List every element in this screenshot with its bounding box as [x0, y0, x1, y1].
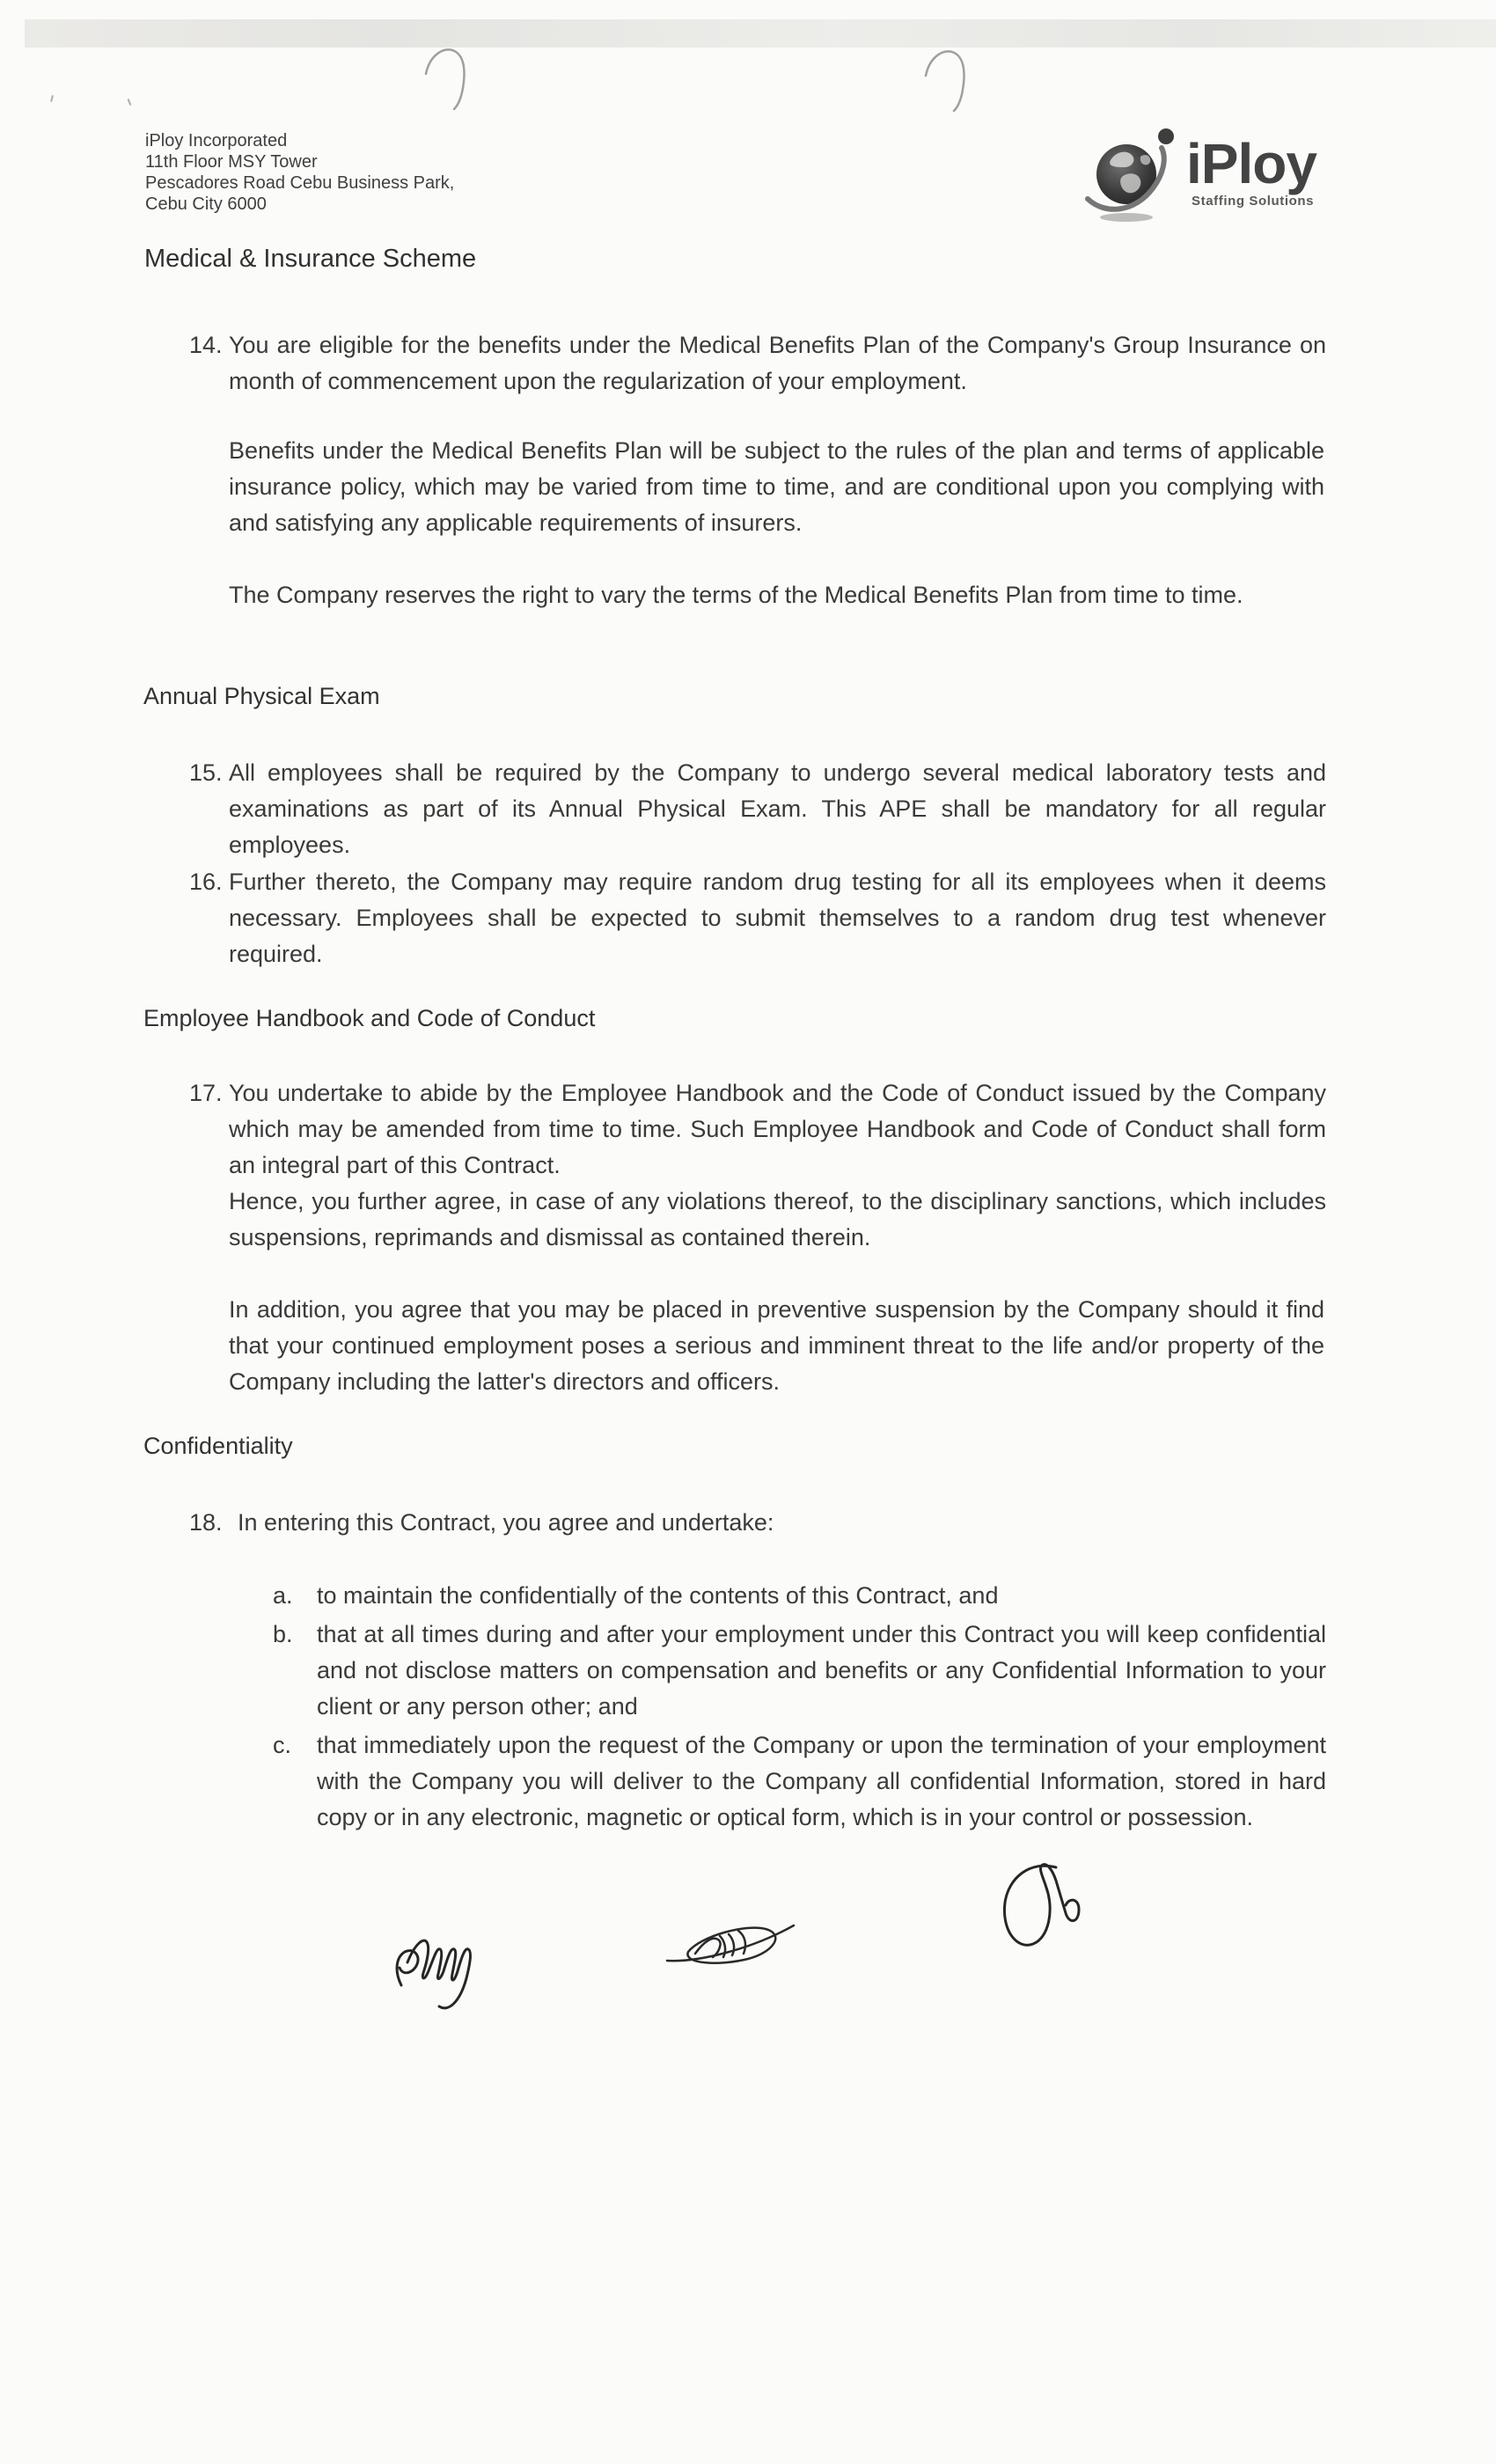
subitem-text: that at all times during and after your employment under this Contract you will keep confidential and not disclose matters on compensation and benefits or any Confidential Information to your client or any person other; and — [317, 1621, 1326, 1720]
subitem-label: a. — [273, 1582, 293, 1609]
subitem-text: that immediately upon the request of the Company or upon the termination of your employment with the Company you will deliver to the Company all confidential Information, stored in hard copy or in any electronic, magnetic or optical form, which is in your control or possession. — [317, 1732, 1326, 1830]
letterhead-address-line: Cebu City 6000 — [145, 194, 267, 214]
clause-18-subitem-a — [273, 1578, 1326, 1614]
clause-text: Further thereto, the Company may require random drug testing for all its employees when it deems necessary. Employees shall be expected to submit themselves to a random drug test whenever required. — [229, 869, 1326, 967]
clause-18-subitem-b — [273, 1617, 1326, 1725]
paper-curl-mark-right — [922, 46, 972, 112]
logo-tagline-text: Staffing Solutions — [1192, 194, 1315, 209]
scan-noise-band — [25, 19, 1496, 48]
clause-14-paragraph-rules: Benefits under the Medical Benefits Plan will be subject to the rules of the plan and terms of applicable insurance policy, which may be varied from time to time, and are conditional upon you complying with and satisfying any applicable requirements of insurers. — [229, 437, 1324, 536]
letterhead-address-line: 11th Floor MSY Tower — [145, 152, 318, 172]
ink-speck — [50, 95, 54, 102]
clause-text: You are eligible for the benefits under the Medical Benefits Plan of the Company's Group Insurance on month of commencement upon the regularization of your employment. — [229, 332, 1326, 394]
company-logo — [1084, 123, 1316, 225]
clause-text: All employees shall be required by the Company to undergo several medical laboratory tests and examinations as part of its Annual Physical Exam. This APE shall be mandatory for all regular employees. — [229, 759, 1326, 858]
handwritten-signature-3 — [993, 1859, 1103, 1966]
clause-15 — [189, 755, 1326, 863]
logo-brand-text: iPloy — [1186, 132, 1316, 195]
page-title: Medical & Insurance Scheme — [144, 245, 477, 273]
clause-16 — [189, 864, 1326, 972]
letterhead-address — [145, 130, 454, 215]
clause-number: 16. — [189, 869, 223, 895]
section-heading-annual-physical-exam: Annual Physical Exam — [143, 683, 380, 709]
handwritten-signature-1 — [387, 1908, 532, 2018]
section-heading-employee-handbook: Employee Handbook and Code of Conduct — [143, 1005, 596, 1031]
subitem-label: c. — [273, 1732, 292, 1758]
paper-curl-mark-left — [422, 44, 472, 110]
subitem-text: to maintain the confidentially of the contents of this Contract, and — [317, 1582, 999, 1609]
letterhead-address-line: Pescadores Road Cebu Business Park, — [145, 173, 455, 193]
ink-speck — [128, 99, 132, 106]
clause-17-paragraph-1: You undertake to abide by the Employee Handbook and the Code of Conduct issued by the Company which may be amended from time to time. Such Employee Handbook and Code of Conduct shall form an integral part of this Contract. — [229, 1080, 1326, 1178]
section-heading-confidentiality: Confidentiality — [143, 1433, 293, 1459]
clause-17-paragraph-suspension: In addition, you agree that you may be placed in preventive suspension by the Company should it find that your continued employment poses a serious and imminent threat to the life and/or property of the Company including the latter's directors and officers. — [229, 1296, 1324, 1395]
clause-number: 14. — [189, 332, 223, 358]
clause-number: 17. — [189, 1080, 223, 1106]
clause-number: 15. — [189, 759, 223, 786]
clause-17-paragraph-2: Hence, you further agree, in case of any violations thereof, to the disciplinary sanctions, which includes suspensions, reprimands and dismissal as contained therein. — [229, 1188, 1326, 1250]
clause-text: In entering this Contract, you agree and undertake: — [238, 1509, 774, 1536]
clause-17 — [189, 1075, 1326, 1256]
logo-wordmark — [1186, 132, 1316, 209]
clause-14-paragraph-vary: The Company reserves the right to vary the terms of the Medical Benefits Plan from time to time. — [229, 582, 1243, 608]
clause-18 — [189, 1505, 1326, 1541]
clause-14 — [189, 327, 1326, 400]
clause-number: 18. — [189, 1509, 223, 1536]
letterhead-company: iPloy Incorporated — [145, 131, 288, 150]
globe-swoosh-icon — [1084, 123, 1183, 225]
clause-18-subitem-c — [273, 1727, 1326, 1836]
subitem-label: b. — [273, 1621, 293, 1647]
handwritten-signature-2 — [662, 1915, 798, 1978]
clause-text — [229, 1075, 1326, 1256]
